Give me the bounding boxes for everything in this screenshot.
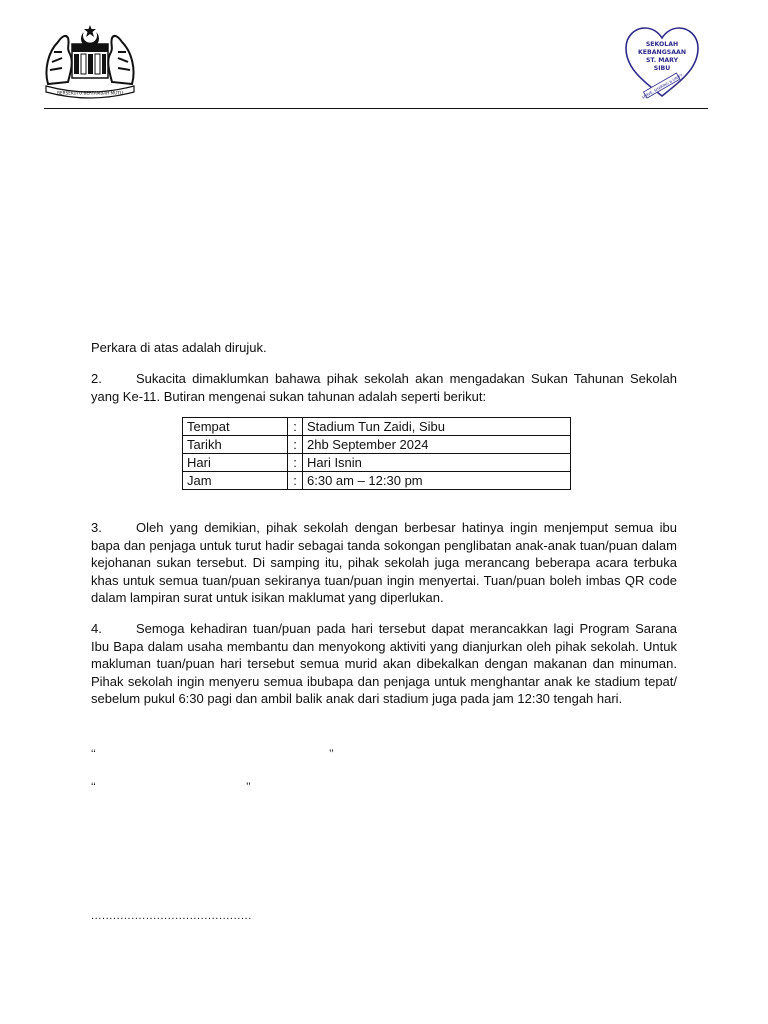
detail-label: Tarikh	[183, 436, 288, 454]
quote-close-mark: ’’	[246, 781, 251, 793]
paragraph-2	[91, 370, 677, 405]
detail-label: Tempat	[183, 418, 288, 436]
school-logo-line3: ST. MARY	[645, 57, 679, 64]
detail-value: 6:30 am – 12:30 pm	[303, 472, 571, 490]
quote-close-mark: ’’	[329, 748, 334, 760]
school-logo-tagline: SERVE, SHARING & UNITY	[641, 73, 684, 100]
quote-line-1	[91, 748, 334, 760]
paragraph-3	[91, 519, 677, 607]
paragraph-2-text: Sukacita dimaklumkan bahawa pihak sekolah akan mengadakan Sukan Tahunan Sekolah yang Ke-11. Butiran mengenai sukan tahunan adalah seperti berikut:	[91, 371, 677, 404]
detail-value: Stadium Tun Zaidi, Sibu	[303, 418, 571, 436]
table-row	[183, 472, 571, 490]
paragraph-3-number: 3.	[91, 520, 102, 535]
coat-of-arms-crest	[40, 22, 140, 100]
school-logo-line2: KEBANGSAAN	[638, 49, 686, 56]
paragraph-4-number: 4.	[91, 621, 102, 636]
school-logo-line1: SEKOLAH	[645, 41, 679, 48]
quote-open-mark: ‘‘	[91, 748, 96, 760]
detail-label: Hari	[183, 454, 288, 472]
signature-line: ............................................	[91, 910, 252, 922]
table-row	[183, 454, 571, 472]
paragraph-3-text: Oleh yang demikian, pihak sekolah dengan berbesar hatinya ingin menjemput semua ibu bapa dan penjaga untuk turut hadir sebagai tanda sokongan penglibatan anak-anak tuan/puan dalam kejohanan sukan tersebut. Di samping itu, pihak sekolah juga merancang beberapa acara terbuka khas untuk semua tuan/puan sekiranya tuan/puan ingin menyertai. Tuan/puan boleh imbas QR code dalam lampiran surat untuk isikan maklumat yang diperlukan.	[91, 520, 677, 605]
detail-separator: :	[288, 472, 303, 490]
school-logo-line4: SIBU	[653, 65, 671, 72]
event-details-table	[182, 417, 571, 490]
paragraph-4	[91, 620, 677, 708]
detail-label: Jam	[183, 472, 288, 490]
intro-paragraph: Perkara di atas adalah dirujuk.	[91, 340, 267, 355]
detail-separator: :	[288, 418, 303, 436]
detail-value: 2hb September 2024	[303, 436, 571, 454]
school-logo	[624, 26, 700, 100]
paragraph-4-text: Semoga kehadiran tuan/puan pada hari tersebut dapat merancakkan lagi Program Sarana Ibu Bapa dalam usaha membantu dan menyokong aktiviti yang dianjurkan oleh pihak sekolah. Untuk makluman tuan/puan hari tersebut semua murid akan dibekalkan dengan makanan dan minuman. Pihak sekolah ingin menyeru semua ibubapa dan penjaga untuk menghantar anak ke stadium tepat/ sebelum pukul 6:30 pagi dan ambil balik anak dari stadium juga pada jam 12:30 tengah hari.	[91, 621, 677, 706]
quote-open-mark: ‘‘	[91, 781, 96, 793]
detail-value: Hari Isnin	[303, 454, 571, 472]
table-row	[183, 418, 571, 436]
table-row	[183, 436, 571, 454]
detail-separator: :	[288, 454, 303, 472]
crest-motto: BERSEKUTU BERTAMBAH MUTU	[57, 90, 123, 96]
paragraph-2-number: 2.	[91, 371, 102, 386]
quote-line-2	[91, 781, 251, 793]
header-divider	[44, 108, 708, 109]
detail-separator: :	[288, 436, 303, 454]
